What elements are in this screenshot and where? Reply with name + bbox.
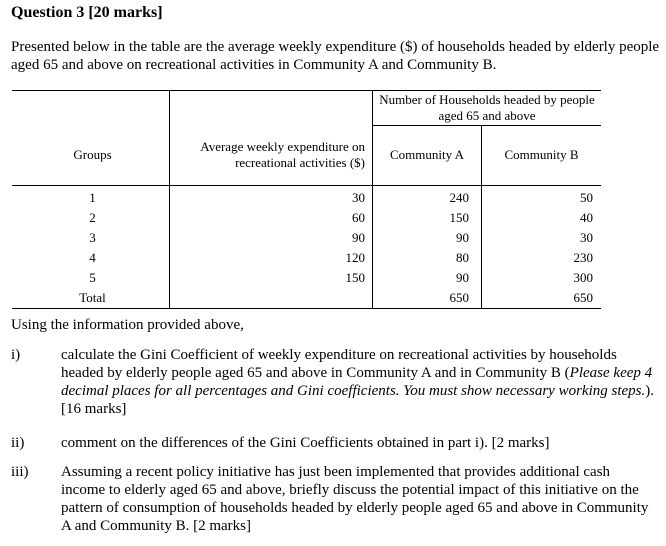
- community-b-cell: 40: [580, 210, 593, 225]
- question-text: calculate the Gini Coefficient of weekly expenditure on recreational activities by households headed by elderly people aged 65 and above in Community A and in Community B (Please keep 4 decimal places for all percentages and Gini coefficients. You must show necessary working steps.). [16 marks]: [61, 347, 654, 417]
- expenditure-cell: 120: [170, 246, 373, 266]
- col-community-a-header: Community A: [373, 125, 482, 186]
- expenditure-cell: 90: [170, 226, 373, 246]
- question-number: iii): [11, 464, 29, 480]
- total-community-a: 650: [373, 286, 482, 309]
- question-item-iii: [11, 463, 657, 535]
- group-cell: 2: [12, 206, 170, 226]
- community-b-cell: 50: [482, 186, 602, 207]
- question-number: ii): [11, 435, 25, 451]
- community-b-cell: 300: [573, 270, 593, 285]
- households-header: Number of Households headed by people aged 65 and above: [373, 91, 602, 126]
- table-total-row: [12, 286, 601, 309]
- community-a-cell: 90: [373, 226, 482, 246]
- question-number: i): [11, 347, 21, 363]
- col-groups-header: Groups: [12, 125, 170, 186]
- question-item-i: [11, 346, 657, 418]
- community-b-cell: 230: [573, 250, 593, 265]
- question-text: Assuming a recent policy initiative has just been implemented that provides additional cash income to elderly aged 65 and above, briefly discuss the potential impact of this initiative on the pattern of consumption of households headed by elderly people aged 65 and above in Community A and Community B. [2 marks]: [61, 464, 649, 534]
- using-info-text: Using the information provided above,: [11, 317, 244, 333]
- table-row: [12, 226, 601, 246]
- table-header-row-2: [12, 125, 601, 186]
- group-cell: 1: [12, 186, 170, 207]
- intro-paragraph: Presented below in the table are the average weekly expenditure ($) of households headed by elderly people aged 65 and above on recreational activities in Community A and Community B.: [11, 39, 660, 73]
- total-community-b: 650: [482, 286, 602, 309]
- col-expenditure-header: Average weekly expenditure on recreational activities ($): [170, 125, 373, 186]
- table-row: [12, 266, 601, 286]
- col-community-b-header: Community B: [504, 147, 579, 163]
- community-a-cell: 150: [373, 206, 482, 226]
- question-heading: Question 3 [20 marks]: [11, 4, 163, 21]
- group-cell: 5: [12, 266, 170, 286]
- table-row: [12, 206, 601, 226]
- group-cell: 4: [12, 246, 170, 266]
- table-row: [12, 246, 601, 266]
- table-row: [12, 186, 601, 207]
- community-a-cell: 90: [373, 266, 482, 286]
- community-b-cell: 30: [580, 230, 593, 245]
- expenditure-cell: 60: [170, 206, 373, 226]
- community-a-cell: 80: [373, 246, 482, 266]
- expenditure-cell: 30: [170, 186, 373, 207]
- expenditure-table: [12, 90, 601, 309]
- total-label: Total: [12, 286, 170, 309]
- question-item-ii: [11, 434, 657, 452]
- question-text: comment on the differences of the Gini Coefficients obtained in part i). [2 marks]: [61, 435, 550, 451]
- group-cell: 3: [12, 226, 170, 246]
- community-a-cell: 240: [373, 186, 482, 207]
- table-header-row-1: [12, 91, 601, 126]
- expenditure-cell: 150: [170, 266, 373, 286]
- question-instruction-italic: Please keep 4 decimal places for all percentages and Gini coefficients. You must show necessary working steps.: [61, 365, 653, 399]
